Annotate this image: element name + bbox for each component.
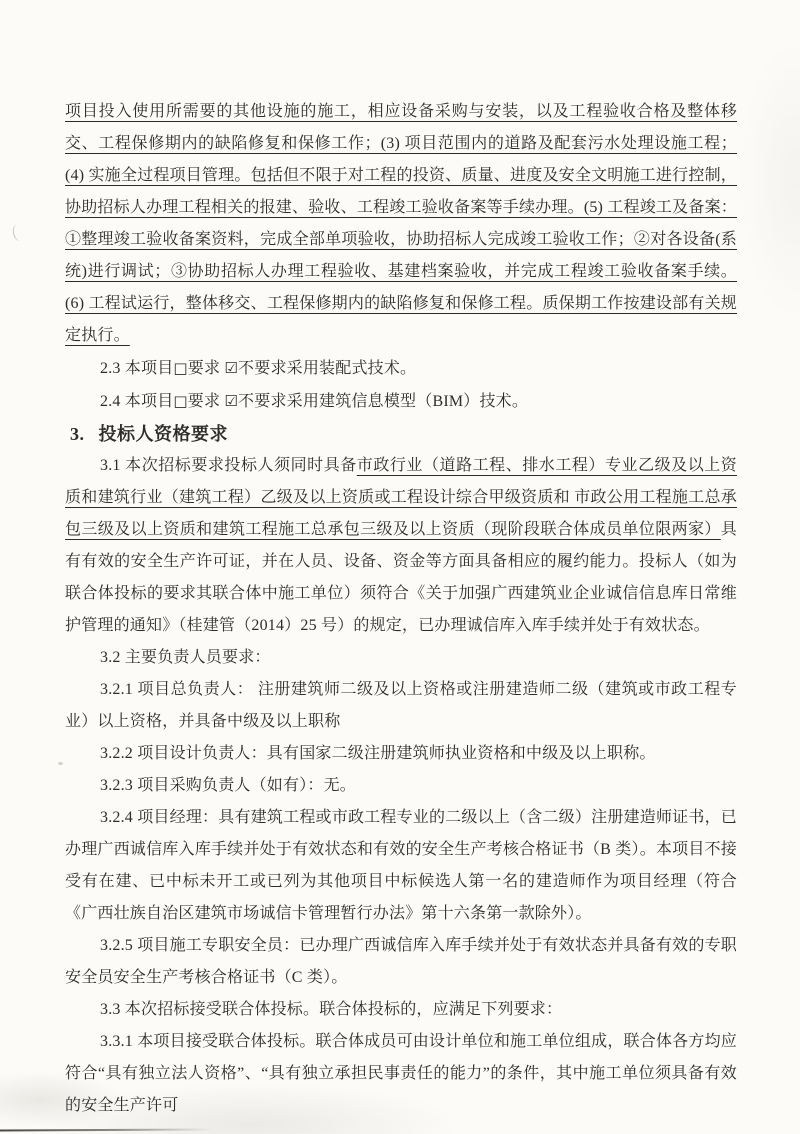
section-3-heading	[65, 418, 737, 450]
checkbox-checked-icon: ☑	[224, 359, 239, 377]
para-3-1	[65, 450, 737, 642]
item-2-4	[65, 385, 737, 418]
item-2-4-prefix: 2.4 本项目	[100, 393, 174, 410]
item-2-4-mid: 要求	[187, 393, 225, 410]
para-scope-continuation: 项目投入使用所需要的其他设施的施工，相应设备采购与安装，以及工程验收合格及整体移交、工程保修期内的缺陷修复和保修工作；(3) 项目范围内的道路及配套污水处理设施工程；(4) 实施全过程项目管理。包括但不限于对工程的投资、质量、进度及安全文明施工进行控制，协助招标人办理工程相关的报建、验收、工程竣工验收备案等手续办理。(5) 工程竣工及备案：①整理竣工验收备案资料，完成全部单项验收，协助招标人完成竣工验收工作；②对各设备(系统)进行调试；③协助招标人办理工程验收、基建档案验收，并完成工程竣工验收备案手续。(6) 工程试运行，整体移交、工程保修期内的缺陷修复和保修工程。质保期工作按建设部有关规定执行。	[65, 103, 737, 344]
para-3-3-1: 3.3.1 本项目接受联合体投标。联合体成员可由设计单位和施工单位组成，联合体各方均应符合“具有独立法人资格”、“具有独立承担民事责任的能力”的条件，其中施工单位须具备有效的安全生产许可	[65, 1033, 737, 1114]
item-2-4-suffix: 不要求采用建筑信息模型（BIM）技术。	[238, 393, 529, 410]
scan-artifact-speck	[58, 762, 63, 765]
item-2-3-mid: 要求	[187, 360, 225, 377]
para-3-2-1: 3.2.1 项目总负责人： 注册建筑师二级及以上资格或注册建造师二级（建筑或市政工程专业）以上资格，并具备中级及以上职称	[65, 681, 737, 730]
para-3-2-2: 3.2.2 项目设计负责人：具有国家二级注册建筑师执业资格和中级及以上职称。	[100, 745, 656, 762]
para-3-2: 3.2 主要负责人员要求：	[100, 649, 271, 666]
para-3-3: 3.3 本次招标接受联合体投标。联合体投标的，应满足下列要求：	[100, 1001, 563, 1018]
item-2-3-suffix: 不要求采用装配式技术。	[238, 360, 417, 377]
item-2-3	[65, 352, 737, 385]
para-3-2-3: 3.2.3 项目采购负责人（如有）：无。	[100, 777, 357, 794]
section-3-number: 3.	[70, 424, 85, 444]
para-3-1-qualifications-underlined: 市政行业（道路工程、排水工程）专业乙级及以上资质和建筑行业（建筑工程）乙级及以上资质或工程设计综合甲级资质和 市政公用工程施工总承包三级及以上资质和建筑工程施工总承包三级及以上资质（现阶段联合体成员单位限两家）	[65, 457, 737, 538]
checkbox-unchecked-icon: □	[173, 359, 188, 377]
checkbox-unchecked-icon: □	[173, 392, 188, 410]
para-3-1-lead: 3.1 本次招标要求投标人须同时具备	[100, 457, 357, 474]
para-3-1-tail: 具有有效的安全生产许可证，并在人员、设备、资金等方面具备相应的履约能力。投标人（如为联合体投标的要求其联合体中施工单位）须符合《关于加强广西建筑业企业诚信信息库日常维护管理的通知》（桂建管（2014）25 号）的规定，已办理诚信库入库手续并处于有效状态。	[65, 521, 737, 634]
para-3-2-4: 3.2.4 项目经理：具有建筑工程或市政工程专业的二级以上（含二级）注册建造师证书，已办理广西诚信库入库手续并处于有效状态和有效的安全生产考核合格证书（B 类）。本项目不接受有在建、已中标未开工或已列为其他项目中标候选人第一名的建造师作为项目经理（符合《广西壮族自治区建筑市场诚信卡管理暂行办法》第十六条第一款除外）。	[65, 809, 737, 922]
item-2-3-prefix: 2.3 本项目	[100, 360, 174, 377]
section-3-title: 投标人资格要求	[98, 424, 228, 444]
checkbox-checked-icon: ☑	[224, 392, 239, 410]
para-3-2-5: 3.2.5 项目施工专职安全员：已办理广西诚信库入库手续并处于有效状态并具备有效的专职安全员安全生产考核合格证书（C 类）。	[65, 937, 737, 986]
